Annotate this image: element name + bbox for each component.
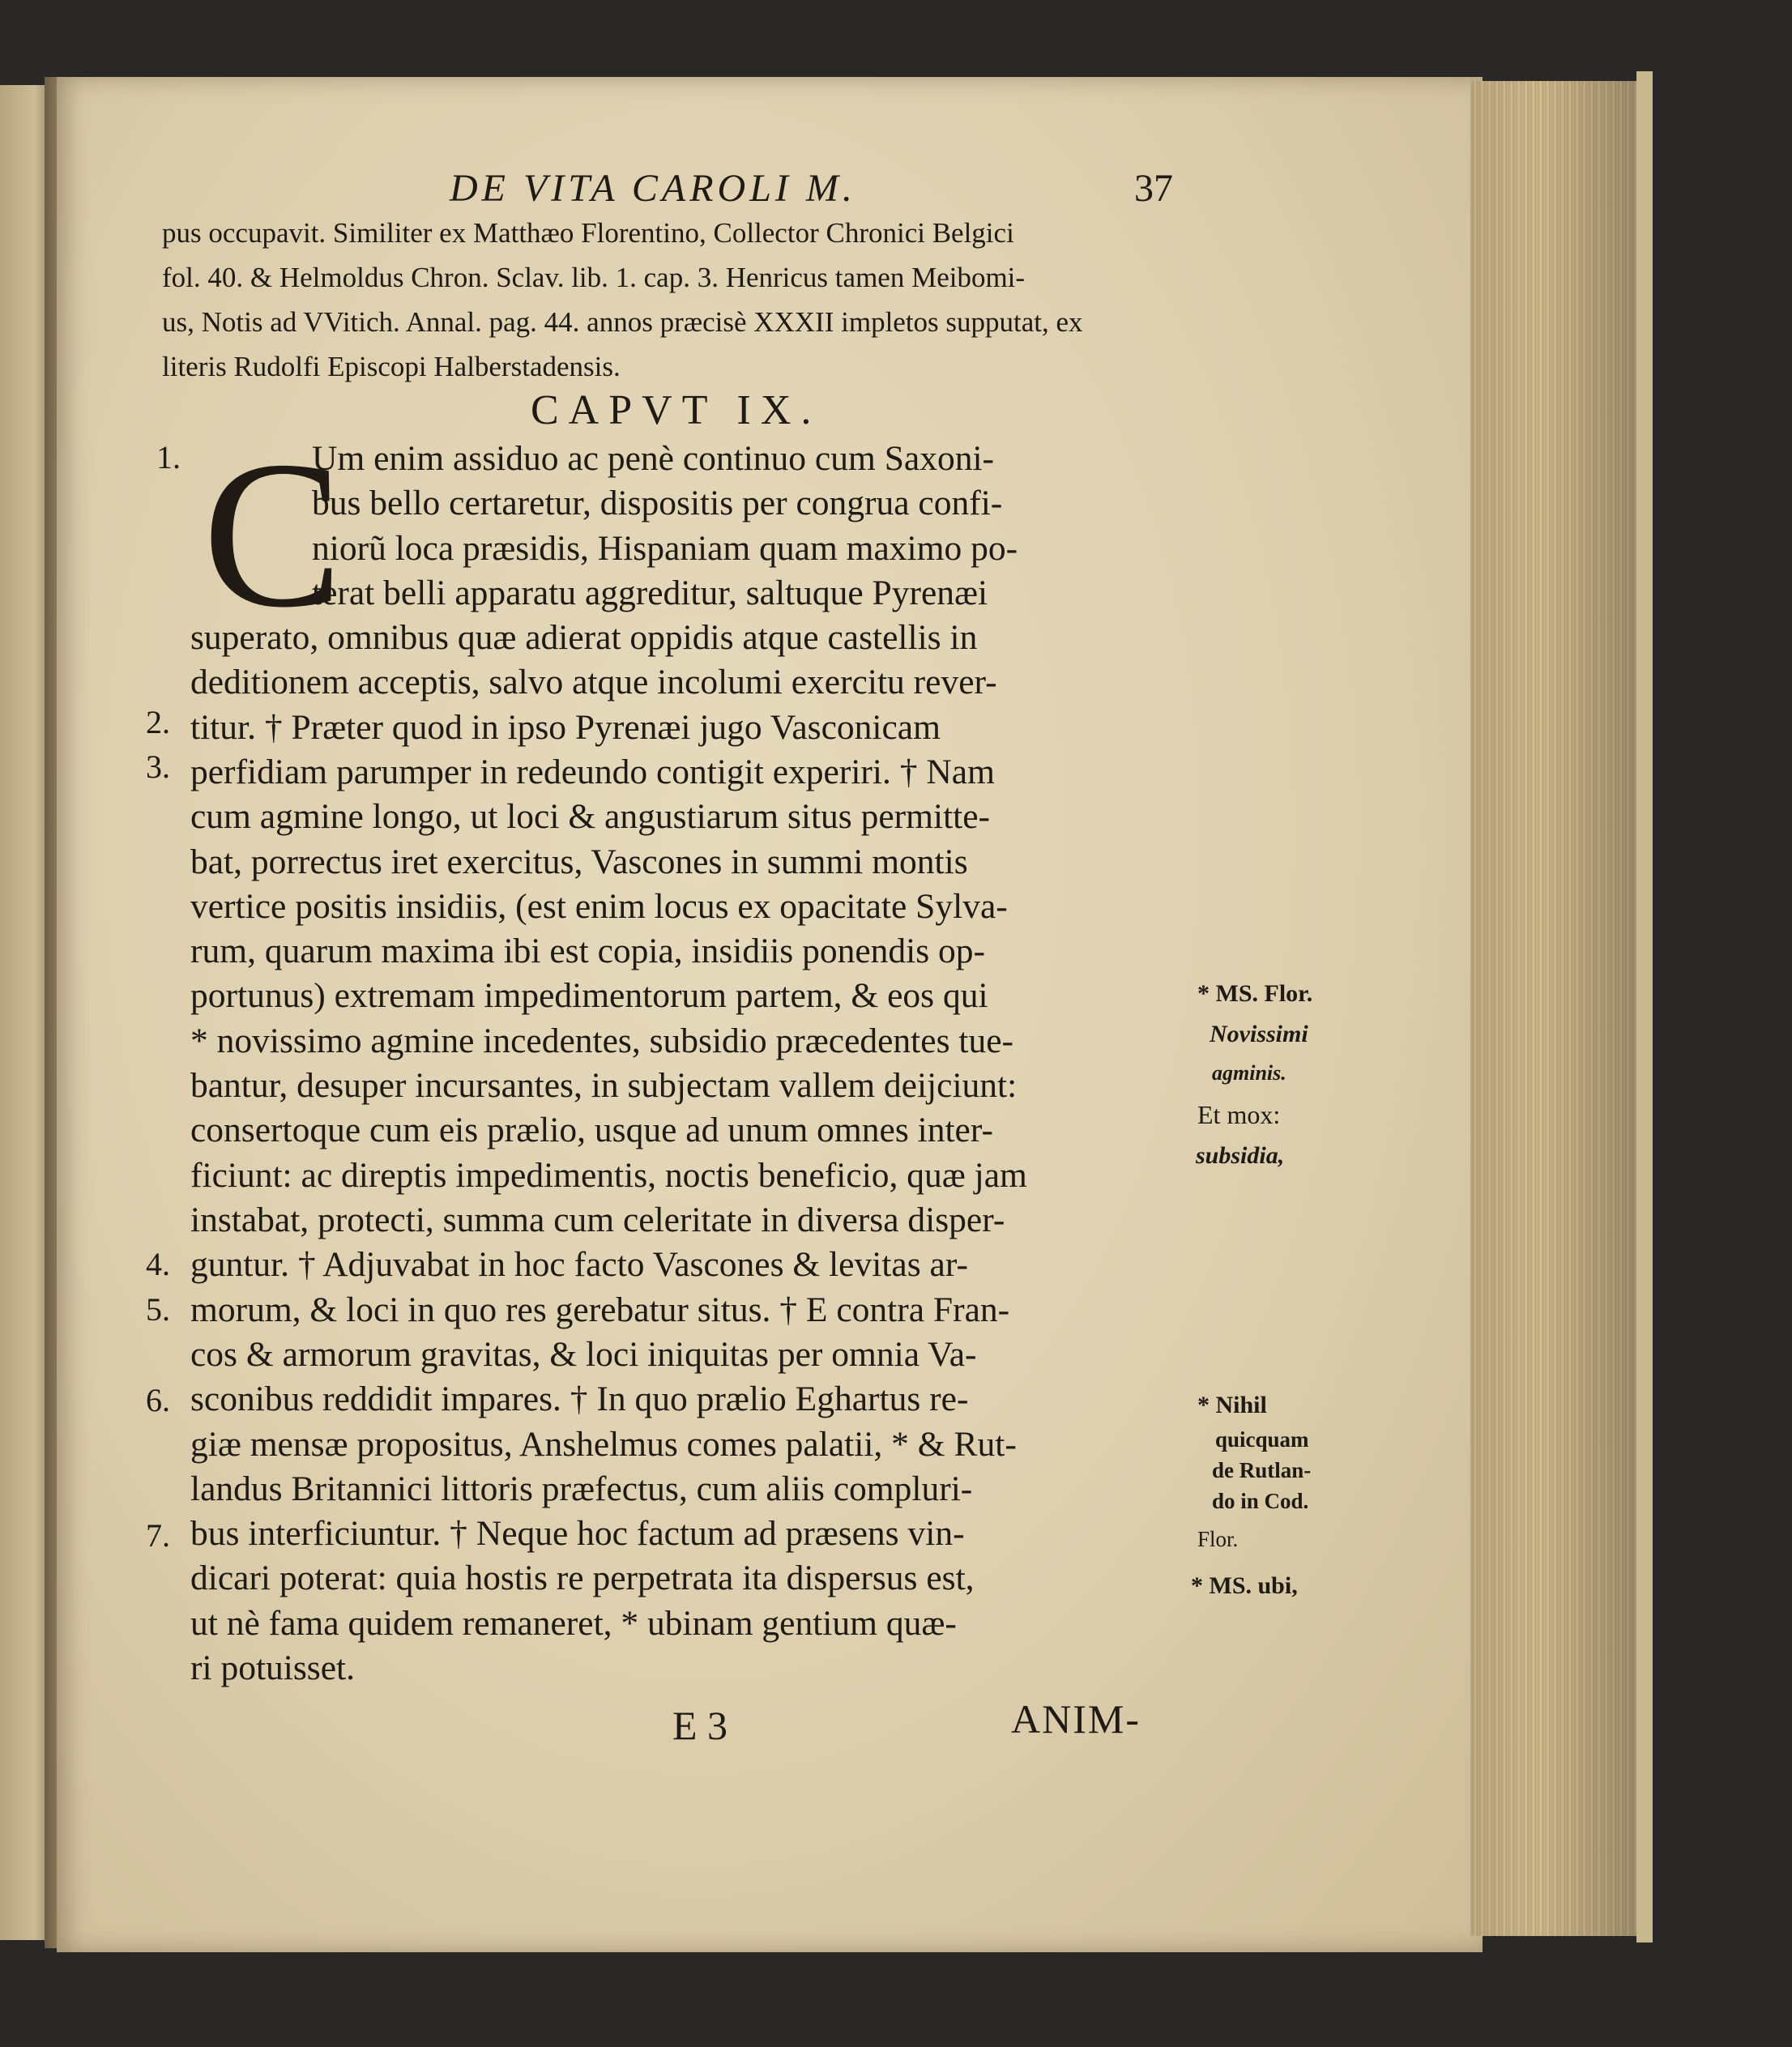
body-line: ut nè fama quidem remaneret, * ubinam gentium quæ- xyxy=(190,1604,957,1643)
margin-note: * Nihil xyxy=(1197,1392,1267,1418)
body-line: terat belli apparatu aggreditur, saltuque Pyrenæi xyxy=(312,574,988,612)
body-line: consertoque cum eis prælio, usque ad unum omnes inter- xyxy=(190,1111,993,1149)
footnote-line: fol. 40. & Helmoldus Chron. Sclav. lib. 1. cap. 3. Henricus tamen Meibomi- xyxy=(162,262,1026,293)
margin-note: quicquam xyxy=(1215,1427,1309,1452)
margin-note: do in Cod. xyxy=(1212,1489,1309,1513)
body-line: rum, quarum maxima ibi est copia, insidiis ponendis op- xyxy=(190,932,986,970)
drop-cap: C xyxy=(203,418,343,651)
body-line: bantur, desuper incursantes, in subjectam vallem deijciunt: xyxy=(190,1066,1018,1105)
section-number: 6. xyxy=(146,1382,170,1418)
section-number: 2. xyxy=(146,704,170,740)
body-line: deditionem acceptis, salvo atque incolumi exercitu rever- xyxy=(190,663,997,702)
body-line: perfidiam parumper in redeundo contigit experiri. † Nam xyxy=(190,753,995,791)
body-line: bus interficiuntur. † Neque hoc factum ad præsens vin- xyxy=(190,1514,965,1553)
body-line: bat, porrectus iret exercitus, Vascones in summi montis xyxy=(190,842,968,881)
margin-note: agminis. xyxy=(1212,1061,1286,1085)
page-block-shadow xyxy=(1470,81,1645,1936)
margin-note: de Rutlan- xyxy=(1212,1458,1312,1482)
section-number: 5. xyxy=(146,1291,170,1328)
catchword: ANIM- xyxy=(1011,1696,1141,1742)
margin-note: * MS. ubi, xyxy=(1191,1572,1298,1599)
running-title: DE VITA CAROLI M. xyxy=(450,167,856,210)
margin-note: subsidia, xyxy=(1196,1142,1285,1169)
section-number: 3. xyxy=(146,748,170,785)
body-line: giæ mensæ propositus, Anshelmus comes palatii, * & Rut- xyxy=(190,1425,1017,1464)
folio-number: 37 xyxy=(1134,167,1173,210)
body-line: cos & armorum gravitas, & loci iniquitas per omnia Va- xyxy=(190,1335,977,1374)
margin-note: Et mox: xyxy=(1197,1100,1281,1129)
footnote-line: literis Rudolfi Episcopi Halberstadensis. xyxy=(162,351,621,382)
body-line: Um enim assiduo ac penè continuo cum Saxoni- xyxy=(312,439,995,478)
body-line: titur. † Præter quod in ipso Pyrenæi jugo Vasconicam xyxy=(190,708,941,747)
body-line: landus Britannici littoris præfectus, cum aliis compluri- xyxy=(190,1469,973,1508)
body-line: dicari poterat: quia hostis re perpetrata ita dispersus est, xyxy=(190,1559,975,1597)
book-cover-edge xyxy=(1636,71,1653,1943)
body-line: cum agmine longo, ut loci & angustiarum situs permitte- xyxy=(190,797,991,836)
body-line: instabat, protecti, summa cum celeritate in diversa disper- xyxy=(190,1200,1005,1239)
body-line: morum, & loci in quo res gerebatur situs. † E contra Fran- xyxy=(190,1290,1010,1329)
section-number: 1. xyxy=(156,439,181,476)
footnote-line: us, Notis ad VVitich. Annal. pag. 44. annos præcisè XXXII impletos supputat, ex xyxy=(162,306,1083,338)
margin-note: Flor. xyxy=(1197,1527,1239,1551)
signature-mark: E 3 xyxy=(672,1703,728,1748)
chapter-heading: CAPVT IX. xyxy=(531,387,821,433)
body-line: superato, omnibus quæ adierat oppidis atque castellis in xyxy=(190,618,978,657)
body-line: ficiunt: ac direptis impedimentis, noctis beneficio, quæ jam xyxy=(190,1156,1027,1195)
body-line: bus bello certaretur, dispositis per congrua confi- xyxy=(312,484,1003,522)
body-line: * novissimo agmine incedentes, subsidio præcedentes tue- xyxy=(190,1021,1014,1060)
section-number: 7. xyxy=(146,1517,170,1554)
body-line: niorũ loca præsidis, Hispaniam quam maximo po- xyxy=(312,529,1018,568)
margin-note: * MS. Flor. xyxy=(1197,980,1313,1007)
body-line: sconibus reddidit impares. † In quo prælio Eghartus re- xyxy=(190,1380,969,1418)
footnote-line: pus occupavit. Similiter ex Matthæo Florentino, Collector Chronici Belgici xyxy=(162,217,1014,249)
body-line: guntur. † Adjuvabat in hoc facto Vascones & levitas ar- xyxy=(190,1245,968,1284)
margin-note: Novissimi xyxy=(1210,1021,1308,1047)
section-number: 4. xyxy=(146,1246,170,1282)
body-line: portunus) extremam impedimentorum partem, & eos qui xyxy=(190,976,988,1015)
body-line: ri potuisset. xyxy=(190,1648,355,1687)
body-line: vertice positis insidiis, (est enim locus ex opacitate Sylva- xyxy=(190,887,1008,926)
